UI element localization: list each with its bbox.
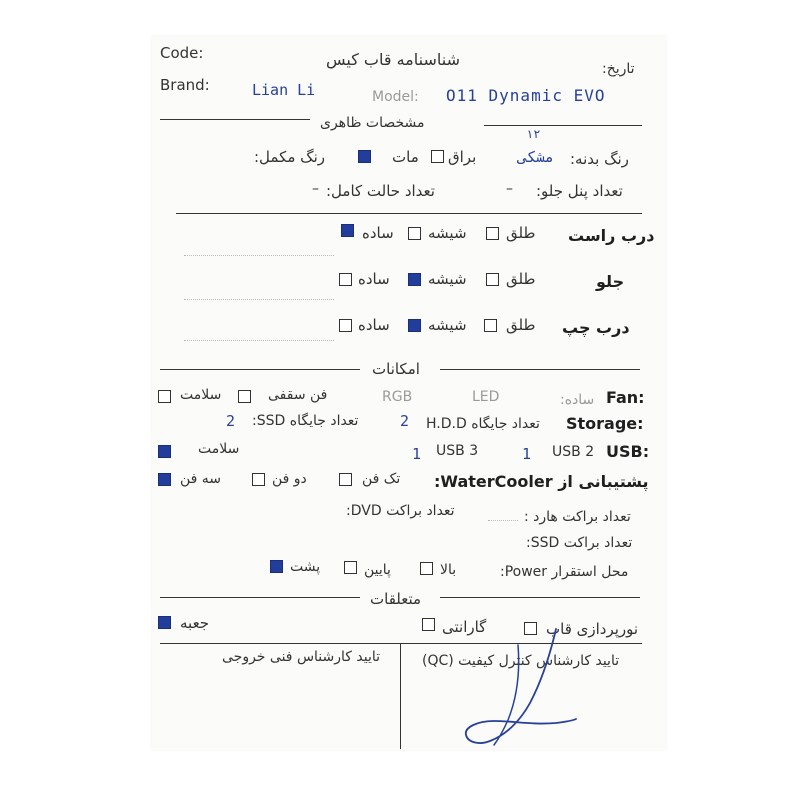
full-state-label: تعداد حالت کامل: bbox=[326, 182, 435, 200]
warranty-label: گارانتی bbox=[442, 618, 487, 636]
door-left-glass-checkbox[interactable] bbox=[408, 319, 421, 332]
usb2-value: 1 bbox=[522, 445, 532, 463]
door-front-plain-checkbox[interactable] bbox=[339, 273, 352, 286]
ssd-bracket-label: تعداد براکت SSD: bbox=[526, 535, 633, 551]
appearance-section-title: مشخصات ظاهری bbox=[320, 115, 425, 131]
fan-label: Fan: bbox=[606, 388, 645, 407]
door-right-talaq-checkbox[interactable] bbox=[486, 227, 499, 240]
date-label: تاریخ: bbox=[602, 61, 635, 77]
door-left-talaq-label: طلق bbox=[506, 316, 536, 334]
front-panels-value: – bbox=[506, 181, 513, 197]
door-left-plain-label: ساده bbox=[358, 316, 390, 334]
fan-healthy-checkbox[interactable] bbox=[158, 390, 171, 403]
usb-healthy-label: سلامت bbox=[198, 441, 240, 457]
wc-single-checkbox[interactable] bbox=[339, 473, 352, 486]
door-right-label: درب راست bbox=[568, 226, 655, 245]
fan-rgb-label: RGB bbox=[382, 389, 413, 405]
door-front-glass-label: شیشه bbox=[428, 270, 467, 288]
door-right-glass-label: شیشه bbox=[428, 224, 467, 242]
door-left-talaq-checkbox[interactable] bbox=[484, 319, 497, 332]
usb3-value: 1 bbox=[412, 445, 422, 463]
ssd-bays-value: 2 bbox=[226, 412, 236, 430]
door-front-talaq-checkbox[interactable] bbox=[486, 273, 499, 286]
front-panels-label: تعداد پنل جلو: bbox=[536, 182, 623, 200]
wc-single-label: تک فن bbox=[362, 471, 401, 487]
door-front-plain-label: ساده bbox=[358, 270, 390, 288]
door-front-glass-checkbox[interactable] bbox=[408, 273, 421, 286]
full-state-value: – bbox=[312, 181, 319, 197]
warranty-checkbox[interactable] bbox=[422, 618, 435, 631]
usb-healthy-checkbox[interactable] bbox=[158, 445, 171, 458]
divider bbox=[440, 597, 640, 598]
complement-color-label: رنگ مکمل: bbox=[254, 148, 326, 166]
glossy-checkbox[interactable] bbox=[431, 150, 444, 163]
box-checkbox[interactable] bbox=[158, 616, 171, 629]
matte-checkbox[interactable] bbox=[358, 150, 371, 163]
qc-approval-label: تایید کارشناس کنترل کیفیت (QC) bbox=[422, 653, 620, 669]
box-label: جعبه bbox=[180, 614, 210, 632]
divider bbox=[176, 213, 642, 214]
dvd-bracket-label: تعداد براکت DVD: bbox=[346, 503, 455, 519]
ssd-bays-label: تعداد جایگاه SSD: bbox=[252, 413, 359, 429]
door-front-talaq-label: طلق bbox=[506, 270, 536, 288]
dotted-line bbox=[488, 520, 518, 521]
door-right-plain-label: ساده bbox=[362, 224, 394, 242]
dotted-line bbox=[184, 255, 334, 256]
divider bbox=[484, 125, 642, 126]
power-top-checkbox[interactable] bbox=[420, 562, 433, 575]
wc-double-checkbox[interactable] bbox=[252, 473, 265, 486]
signature bbox=[460, 625, 580, 750]
hdd-bays-value: 2 bbox=[400, 412, 410, 430]
power-back-label: پشت bbox=[290, 559, 321, 575]
form-title: شناسنامه قاب کیس bbox=[326, 50, 460, 69]
model-value: O11 Dynamic EVO bbox=[446, 86, 606, 105]
fan-ceiling-label: فن سقفی bbox=[268, 387, 328, 403]
body-color-label: رنگ بدنه: bbox=[570, 150, 629, 168]
door-right-glass-checkbox[interactable] bbox=[408, 227, 421, 240]
divider bbox=[160, 119, 310, 120]
storage-label: Storage: bbox=[566, 414, 644, 433]
usb-label: USB: bbox=[606, 442, 650, 461]
door-right-plain-checkbox[interactable] bbox=[341, 224, 354, 237]
fan-led-label: LED bbox=[472, 389, 500, 405]
fan-ceiling-checkbox[interactable] bbox=[238, 390, 251, 403]
dotted-line bbox=[184, 299, 334, 300]
fan-healthy-label: سلامت bbox=[180, 387, 222, 403]
usb2-label: USB 2 bbox=[552, 444, 595, 460]
accessories-section-title: متعلقات bbox=[370, 590, 422, 608]
glossy-label: براق bbox=[448, 148, 477, 166]
power-bottom-label: پایین bbox=[364, 562, 391, 578]
divider bbox=[400, 643, 401, 749]
door-left-plain-checkbox[interactable] bbox=[339, 319, 352, 332]
brand-label: Brand: bbox=[160, 76, 210, 94]
divider bbox=[160, 369, 360, 370]
output-approval-label: تایید کارشناس فنی خروجی bbox=[222, 649, 381, 665]
door-left-label: درب چپ bbox=[562, 318, 630, 337]
fan-plain-label: ساده: bbox=[560, 392, 595, 408]
divider bbox=[160, 597, 360, 598]
lighting-label: نورپردازی قاب bbox=[546, 620, 639, 638]
hdd-bracket-label: تعداد براکت هارد : bbox=[524, 509, 631, 525]
watercooler-label: پشتیبانی از WaterCooler: bbox=[434, 472, 649, 491]
power-top-label: بالا bbox=[440, 562, 457, 578]
code-label: Code: bbox=[160, 44, 204, 62]
door-left-glass-label: شیشه bbox=[428, 316, 467, 334]
wc-triple-label: سه فن bbox=[180, 471, 222, 487]
features-section-title: امکانات bbox=[372, 360, 420, 378]
wc-triple-checkbox[interactable] bbox=[158, 473, 171, 486]
power-bottom-checkbox[interactable] bbox=[344, 561, 357, 574]
door-right-talaq-label: طلق bbox=[506, 224, 536, 242]
matte-label: مات bbox=[392, 148, 419, 166]
brand-value: Lian Li bbox=[252, 81, 316, 99]
power-back-checkbox[interactable] bbox=[270, 560, 283, 573]
door-front-label: جلو bbox=[596, 272, 625, 291]
power-mount-label: محل استقرار Power: bbox=[500, 564, 629, 580]
usb3-label: USB 3 bbox=[436, 443, 479, 459]
hdd-bays-label: تعداد جایگاه H.D.D bbox=[426, 416, 540, 432]
dotted-line bbox=[184, 340, 334, 341]
body-color-note: ۱۲ bbox=[526, 127, 541, 141]
wc-double-label: دو فن bbox=[272, 471, 307, 487]
body-color-value: مشکی bbox=[518, 148, 555, 166]
divider bbox=[440, 369, 640, 370]
model-label: Model: bbox=[372, 89, 419, 105]
